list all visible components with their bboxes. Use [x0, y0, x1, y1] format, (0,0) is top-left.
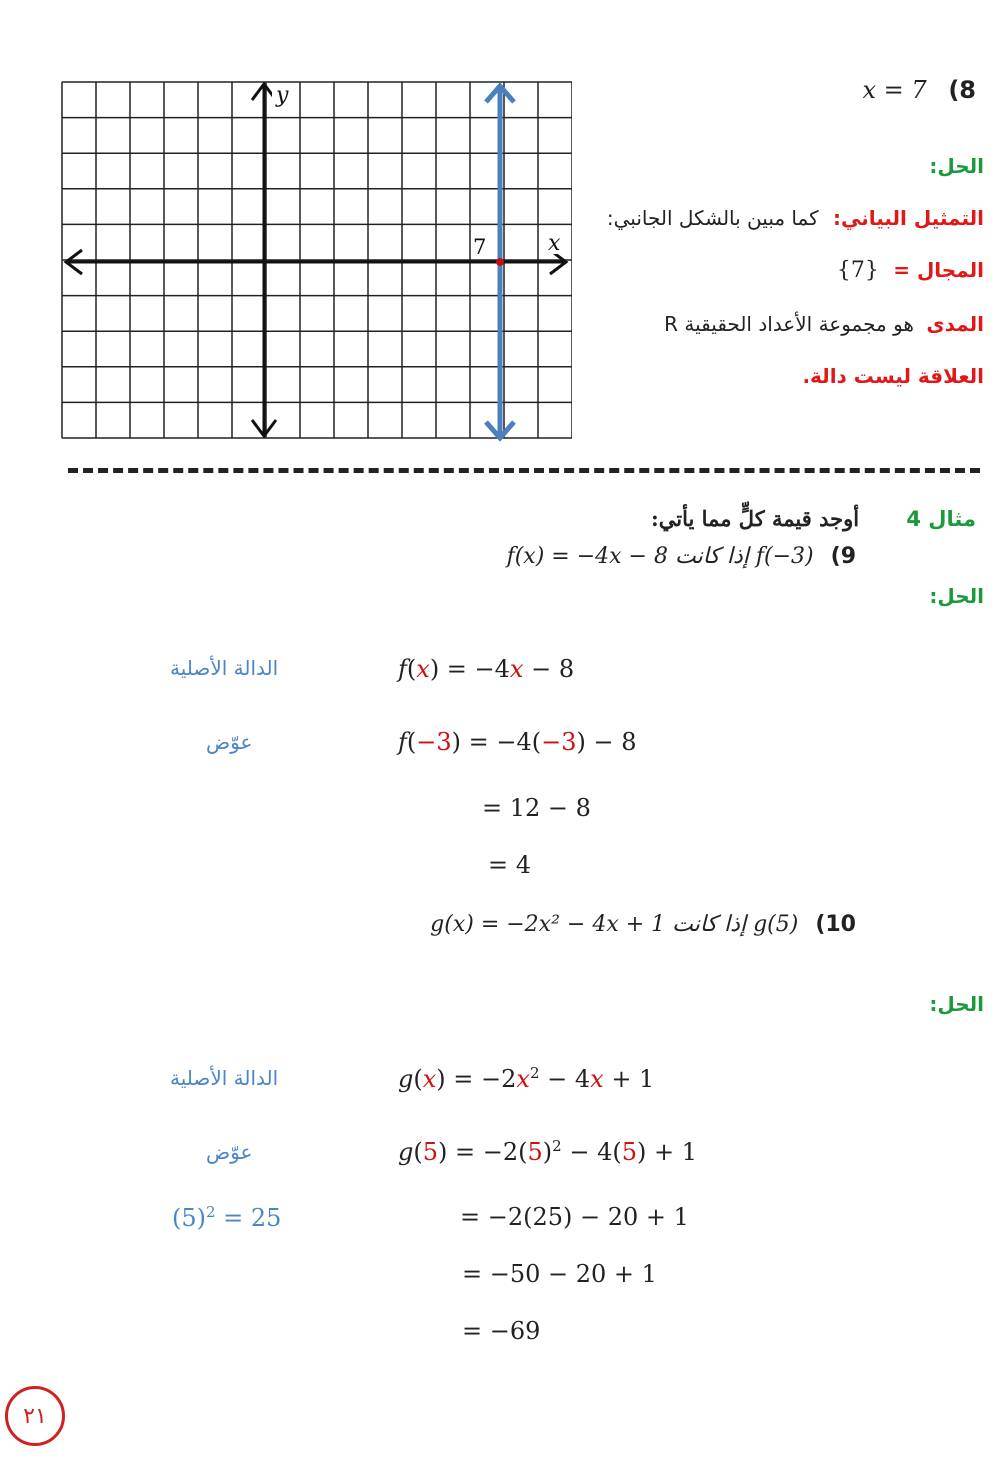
point-label-7: 7 [473, 235, 487, 259]
problem-10-line-4: = −50 − 20 + 1 [462, 1260, 657, 1288]
problem-8-conclusion: العلاقة ليست دالة. [802, 364, 984, 388]
problem-8-domain-line [837, 258, 984, 283]
example-4-header [651, 506, 976, 531]
problem-9-statement: f(−3) إذا كانت f(x) = −4x − 8 [506, 544, 814, 569]
problem-9-note-original: الدالة الأصلية [170, 656, 279, 680]
problem-9-solution-label: الحل: [929, 584, 984, 608]
problem-8-number: 8) [948, 76, 976, 104]
range-label: المدى [926, 312, 984, 336]
problem-8-header [863, 76, 976, 104]
problem-9-number: 9) [830, 544, 856, 569]
graph-label: التمثيل البياني: [832, 206, 984, 230]
problem-9-line-1: f(x) = −4x − 8 [398, 655, 575, 683]
section-divider [68, 468, 980, 473]
x-axis-label: x [548, 231, 561, 256]
problem-10-number: 10) [815, 912, 856, 937]
graph-grid [62, 82, 572, 438]
problem-9-line-3: = 12 − 8 [482, 794, 591, 822]
problem-10-line-3: = −2(25) − 20 + 1 [460, 1203, 689, 1231]
problem-10-note-original: الدالة الأصلية [170, 1066, 279, 1090]
problem-8-range-line [664, 312, 984, 336]
domain-value: {7} [836, 258, 879, 283]
graph-text: كما مبين بالشكل الجانبي: [606, 206, 819, 230]
problem-10-statement: g(5) إذا كانت g(x) = −2x² − 4x + 1 [430, 912, 799, 937]
problem-9-statement-line [507, 544, 856, 569]
problem-8-solution-label: الحل: [929, 154, 984, 178]
example-4-instruction: أوجد قيمة كلٍّ مما يأتي: [651, 506, 860, 531]
intersection-point [496, 258, 504, 266]
problem-9-line-4: = 4 [488, 851, 532, 879]
problem-9-note-substitute: عوّض [206, 730, 253, 754]
problem-10-note-square: $(5)^2 = 25$ [172, 1203, 282, 1232]
example-4-label: مثال 4 [906, 507, 976, 531]
vertical-line-graph [60, 80, 572, 444]
problem-10-line-5: = −69 [462, 1317, 541, 1345]
problem-10-line-2: $g(5) = -2(5)^2 - 4(5) + 1$ [398, 1137, 697, 1166]
page-number-badge: ٢١ [5, 1386, 65, 1446]
range-text: هو مجموعة الأعداد الحقيقية R [664, 312, 914, 336]
problem-10-note-substitute: عوّض [206, 1140, 253, 1164]
problem-10-solution-label: الحل: [929, 992, 984, 1016]
problem-9-line-2: f(−3) = −4(−3) − 8 [398, 728, 637, 756]
problem-10-statement-line [430, 912, 856, 937]
problem-8-equation: x = 7 [862, 76, 927, 104]
problem-8-graph-line [607, 206, 984, 230]
x-axis [66, 250, 566, 274]
problem-10-line-1: $g(x) = -2x^2 - 4x + 1$ [398, 1064, 655, 1093]
domain-label: المجال = [893, 258, 984, 282]
y-axis-label: y [276, 83, 289, 108]
